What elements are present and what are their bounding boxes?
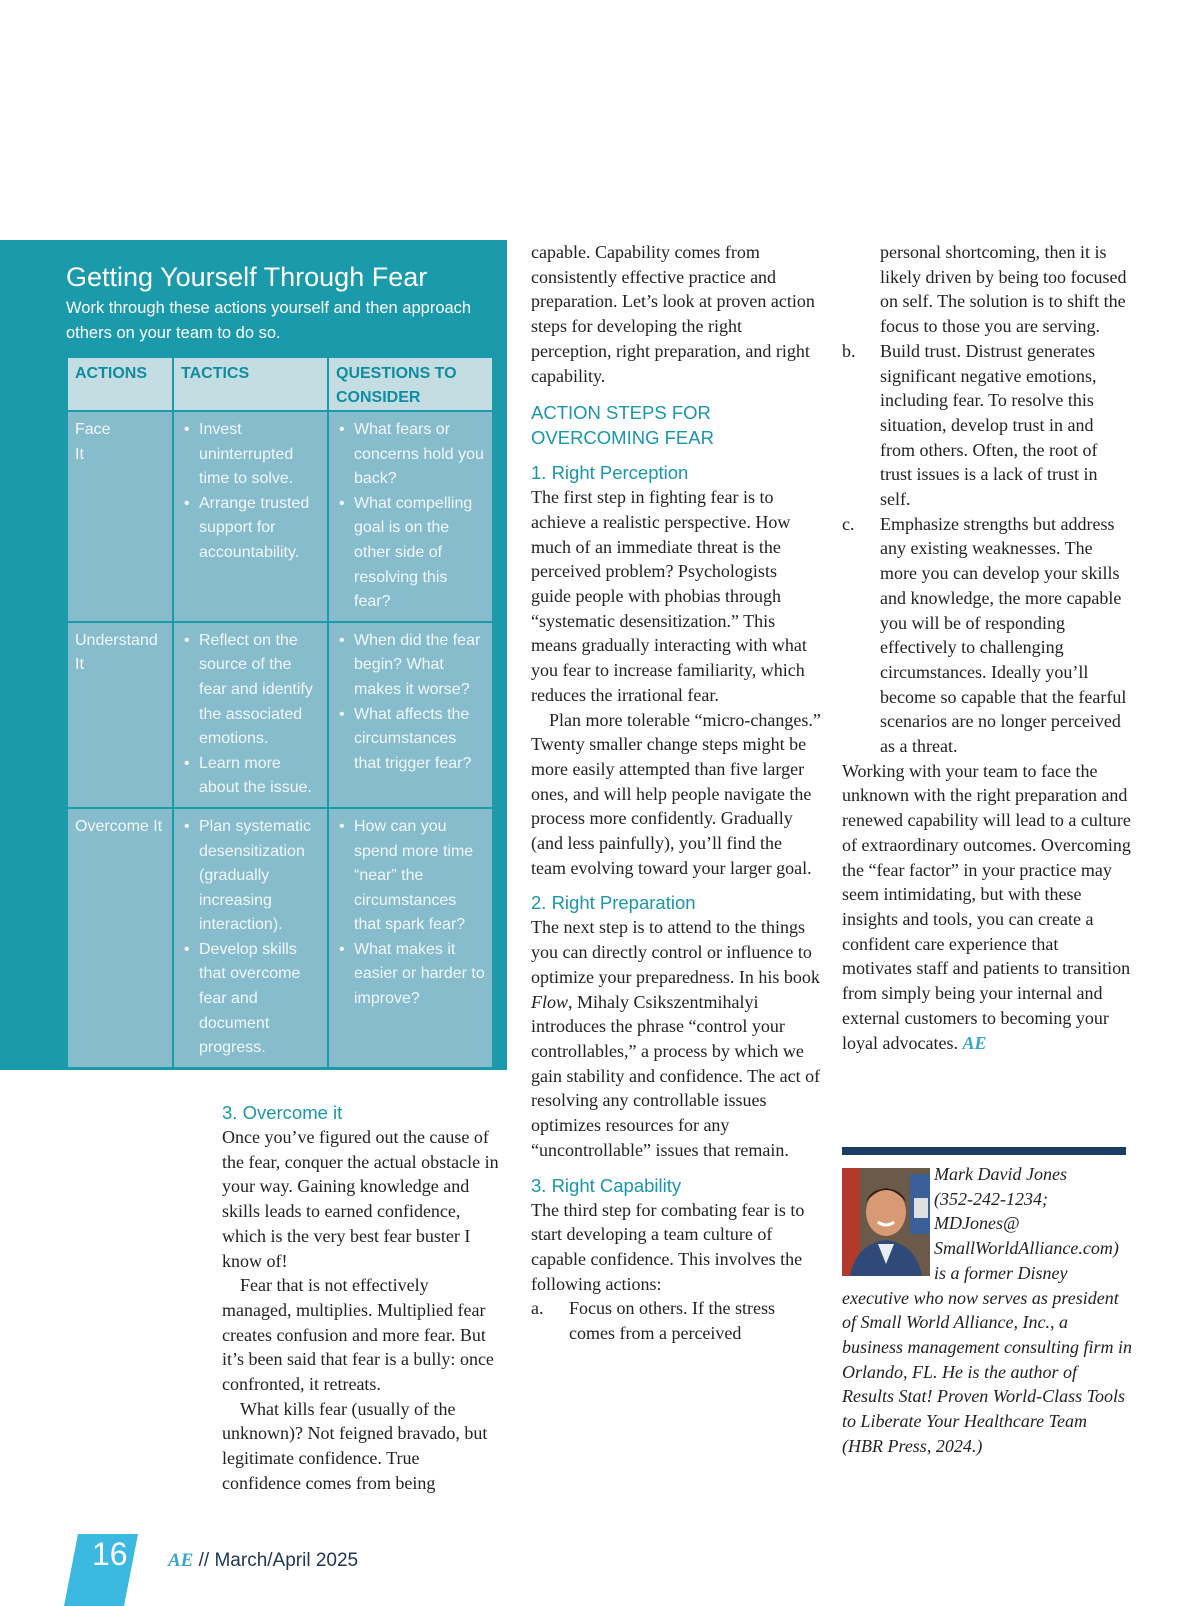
list-item: • Develop skills that overcome fear and document progress. bbox=[181, 938, 320, 1061]
list-item: • What compelling goal is on the other side of resolving this fear? bbox=[336, 492, 485, 615]
body-paragraph bbox=[531, 915, 821, 1162]
action-label: Overcome It bbox=[75, 817, 163, 835]
list-item: • Arrange trusted support for accountability. bbox=[181, 492, 320, 566]
table-header-row bbox=[67, 357, 493, 411]
list-item: • When did the fear begin? What makes it worse? bbox=[336, 629, 485, 703]
bio-line: Mark David Jones bbox=[934, 1164, 1067, 1184]
list-item-text: Build trust. Distrust generates significant negative emotions, including fear. To resolve this situation, develop trust in and from others. Often, the root of trust issues is a lack of trust in self. bbox=[880, 340, 1098, 510]
article-column-2 bbox=[531, 240, 821, 1346]
body-paragraph: Plan more tolerable “micro-changes.” Twenty smaller change steps might be more easily attempted than five larger ones, and will help people navigate the process more confidently. Gradually (and less painfully), you’ll find the team evolving toward your larger goal. bbox=[531, 709, 821, 878]
footer-issue bbox=[168, 1550, 358, 1572]
table-row bbox=[67, 808, 493, 1068]
list-item: • What makes it easier or harder to improve? bbox=[336, 938, 485, 1012]
sidebar-title: Getting Yourself Through Fear bbox=[66, 262, 428, 292]
list-item: • Plan systematic desensitization (gradually increasing interaction). bbox=[181, 815, 320, 938]
bio-line: SmallWorldAlliance.com) bbox=[934, 1238, 1119, 1259]
bio-line: is a former Disney bbox=[934, 1262, 1068, 1283]
list-marker: b. bbox=[842, 340, 856, 361]
questions-cell bbox=[328, 411, 493, 622]
header-questions: QUESTIONS TO CONSIDER bbox=[328, 357, 493, 411]
text-run: , Mihaly Csikszentmihalyi introduces the phrase “control your controllables,” a process by which we gain stability and confidence. The act of resolving any controllable issues optimizes resources for any “uncontrollable” issues that remain. bbox=[531, 991, 821, 1160]
list-item-text: Focus on others. If the stress comes from a perceived bbox=[569, 1298, 775, 1344]
body-paragraph: The first step in fighting fear is to achieve a realistic perspective. How much of an immediate threat is the perceived problem? Psychologists guide people with phobias through “systematic desensitization.” This means gradually interacting with what you fear to increase familiarity, which reduces the irrational fear. bbox=[531, 487, 807, 705]
list-item: • What fears or concerns hold you back? bbox=[336, 418, 485, 492]
table-row bbox=[67, 411, 493, 622]
body-paragraph bbox=[842, 759, 1132, 1055]
bio-line: (352-242-1234; bbox=[934, 1188, 1048, 1209]
issue-date: // March/April 2025 bbox=[198, 1550, 359, 1571]
subheading-right-capability: 3. Right Capability bbox=[531, 1174, 682, 1196]
body-paragraph: Fear that is not effectively managed, multiplies. Multiplied fear creates confusion and more fear. But it’s been said that fear is a bully: once confronted, it retreats. bbox=[222, 1275, 494, 1395]
tactics-cell bbox=[173, 622, 328, 808]
action-label: Face It bbox=[75, 421, 111, 463]
list-item: • Invest uninterrupted time to solve. bbox=[181, 418, 320, 492]
body-paragraph: capable. Capability comes from consistently effective practice and preparation. Let’s look at proven action steps for developing the right perception, right preparation, and right capability. bbox=[531, 242, 815, 386]
sidebar-intro: Work through these actions yourself and then approach others on your team to do so. bbox=[66, 299, 472, 342]
action-cell bbox=[67, 808, 173, 1068]
bio-text: executive who now serves as president of Small World Alliance, Inc., a business management consulting firm in Orlando, FL. He is the author of Results Stat! Proven World-Class Tools to Liberate Your Healthcare Team (HBR Press, 2024.) bbox=[842, 1287, 1132, 1456]
section-heading: ACTION STEPS FOR OVERCOMING FEAR bbox=[531, 402, 714, 449]
action-cell bbox=[67, 411, 173, 622]
article-column-1 bbox=[222, 1100, 502, 1496]
list-item-text: Emphasize strengths but address any existing weaknesses. The more you can develop your skills and knowledge, the more capable you will be of responding effectively to challenging circumstances. Ideally you’ll become so capable that the fearful scenarios are no longer perceived as a threat. bbox=[880, 513, 1127, 757]
book-title: Flow bbox=[531, 991, 569, 1012]
body-paragraph: Once you’ve figured out the cause of the fear, conquer the actual obstacle in your way. Gaining knowledge and skills leads to earned confidence, which is the very best fear buster I know of! bbox=[222, 1127, 499, 1271]
list-marker: c. bbox=[842, 513, 855, 534]
author-bio bbox=[842, 1162, 1132, 1458]
action-cell bbox=[67, 622, 173, 808]
body-paragraph: The third step for combating fear is to start developing a team culture of capable confidence. This involves the following actions: bbox=[531, 1199, 805, 1294]
list-item-continued: personal shortcoming, then it is likely driven by being too focused on self. The solution is to shift the focus to those you are serving. bbox=[880, 242, 1127, 337]
list-item bbox=[531, 1296, 821, 1345]
list-item bbox=[842, 512, 1132, 759]
bio-divider bbox=[842, 1147, 1126, 1155]
action-label: Understand It bbox=[75, 631, 158, 674]
list-item bbox=[842, 339, 1132, 512]
list-item: • How can you spend more time “near” the circumstances that spark fear? bbox=[336, 815, 485, 938]
article-column-3 bbox=[842, 240, 1132, 1055]
table-row bbox=[67, 622, 493, 808]
end-mark-logo: AE bbox=[962, 1032, 987, 1053]
header-actions: ACTIONS bbox=[67, 357, 173, 411]
tactics-cell bbox=[173, 411, 328, 622]
closing-text: Working with your team to face the unknown with the right preparation and renewed capability will lead to a culture of extraordinary outcomes. Overcoming the “fear factor” in your practice may seem intimidating, but with these insights and tools, you can create a confident care experience that motivates staff and patients to transition from simply being your internal and external customers to becoming your loyal advocates. bbox=[842, 760, 1131, 1053]
list-item: • What affects the circumstances that trigger fear? bbox=[336, 703, 485, 777]
list-marker: a. bbox=[531, 1298, 544, 1319]
subheading-right-perception: 1. Right Perception bbox=[531, 462, 689, 484]
page-number: 16 bbox=[92, 1536, 128, 1572]
text-run: The next step is to attend to the things you can directly control or influence to optimize your preparedness. In his book bbox=[531, 917, 820, 987]
subheading-overcome-it: 3. Overcome it bbox=[222, 1102, 343, 1123]
body-paragraph: What kills fear (usually of the unknown)? Not feigned bravado, but legitimate confidence. True confidence comes from being bbox=[222, 1398, 488, 1493]
magazine-logo: AE bbox=[168, 1550, 194, 1571]
questions-cell bbox=[328, 622, 493, 808]
bio-line: MDJones@ bbox=[934, 1213, 1020, 1234]
header-tactics: TACTICS bbox=[173, 357, 328, 411]
list-item: • Reflect on the source of the fear and identify the associated emotions. bbox=[181, 629, 320, 752]
questions-cell bbox=[328, 808, 493, 1068]
subheading-right-preparation: 2. Right Preparation bbox=[531, 892, 696, 914]
tactics-cell bbox=[173, 808, 328, 1068]
fear-sidebar-box bbox=[0, 240, 507, 1070]
fear-table bbox=[66, 356, 494, 1069]
list-item: • Learn more about the issue. bbox=[181, 752, 320, 801]
